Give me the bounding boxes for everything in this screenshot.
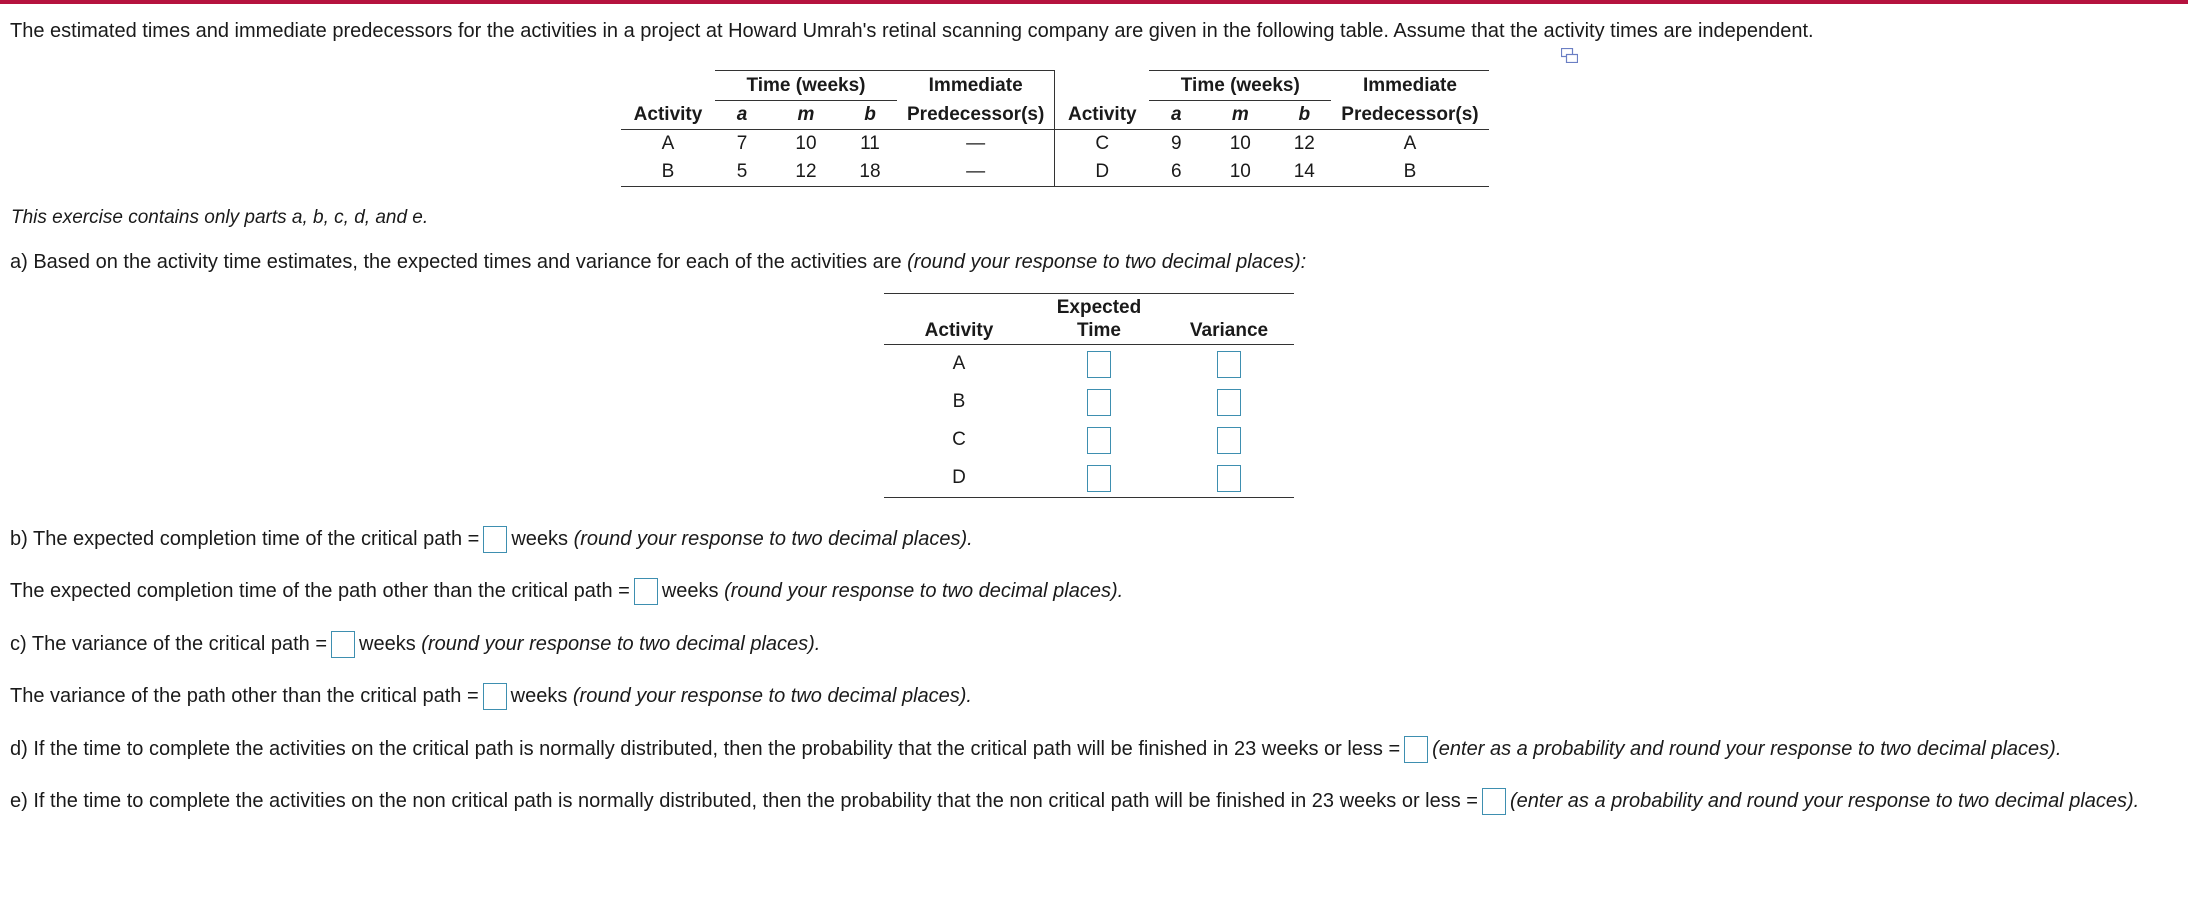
table-row [621,158,1489,187]
part-a-prompt [10,251,1306,274]
expected-time-header: Expected Time [1034,294,1164,345]
activity-cell: D [1055,158,1150,187]
m-header-right: m [1203,101,1277,130]
predecessors-header-right: Predecessor(s) [1331,101,1488,130]
b-cell: 12 [1293,133,1315,154]
table-row [884,345,1294,384]
answer-activity-cell: D [952,467,966,488]
variance-input-c[interactable] [1217,427,1241,454]
exercise-note: This exercise contains only parts a, b, c, d, and e. [11,207,429,228]
b-header-right: b [1277,101,1331,130]
critical-path-variance-input[interactable] [331,631,355,658]
immediate-header-right: Immediate [1331,71,1488,101]
answer-activity-header: Activity [884,294,1034,345]
answer-table [884,293,1294,498]
table-row [884,421,1294,459]
immediate-header-left: Immediate [897,71,1055,101]
m-header-left: m [769,101,843,130]
b-cell: 11 [860,133,880,154]
part-b2-line: The expected completion time of the path other than the critical path = weeks (round your response to two decimal places). [10,578,1123,605]
a-cell: 7 [736,133,748,154]
critical-path-probability-input[interactable] [1404,736,1428,763]
variance-input-d[interactable] [1217,465,1241,492]
activity-header-right: Activity [1055,101,1150,130]
a-header-left: a [715,101,769,130]
expected-time-input-b[interactable] [1087,389,1111,416]
expected-time-input-c[interactable] [1087,427,1111,454]
activity-header-left: Activity [621,101,715,130]
answer-activity-cell: C [952,429,966,450]
part-a-text: a) Based on the activity time estimates, the expected times and variance for each of the activities are [10,251,908,273]
top-accent-bar [0,0,2188,4]
time-weeks-header-left: Time (weeks) [715,71,897,101]
expected-time-input-a[interactable] [1087,351,1111,378]
predecessor-cell: A [1403,133,1417,154]
noncritical-path-time-input[interactable] [634,578,658,605]
variance-header: Variance [1164,294,1294,345]
time-weeks-header-right: Time (weeks) [1149,71,1331,101]
part-c2-line: The variance of the path other than the critical path = weeks (round your response to two decimal places). [10,683,972,710]
table-row [884,383,1294,421]
predecessor-cell: — [897,158,1055,187]
activity-cell: A [661,133,675,154]
b-cell: 18 [843,158,897,187]
answer-activity-cell: B [952,391,966,412]
predecessor-cell: — [897,130,1055,159]
m-cell: 10 [795,133,817,154]
activity-cell: B [621,158,715,187]
predecessor-cell: B [1331,158,1488,187]
part-e-line: e) If the time to complete the activities on the non critical path is normally distributed, then the probability that the non critical path will be finished in 23 weeks or less = (enter as a probability and round your response to two decimal places). [10,788,2139,815]
expected-time-input-d[interactable] [1087,465,1111,492]
m-cell: 12 [769,158,843,187]
part-c1-line: c) The variance of the critical path = weeks (round your response to two decimal places). [10,631,820,658]
table-row [621,130,1489,159]
m-cell: 10 [1229,133,1251,154]
problem-intro: The estimated times and immediate predecessors for the activities in a project at Howard Umrah's retinal scanning company are given in the following table. Assume that the activity times are independent. [10,20,1814,42]
b-cell: 14 [1277,158,1331,187]
b-header-left: b [843,101,897,130]
a-cell: 9 [1171,133,1182,154]
table-row [884,459,1294,498]
predecessors-header-left: Predecessor(s) [897,101,1055,130]
a-cell: 5 [715,158,769,187]
variance-input-b[interactable] [1217,389,1241,416]
part-b1-line: b) The expected completion time of the critical path = weeks (round your response to two decimal places). [10,526,973,553]
a-header-right: a [1149,101,1203,130]
noncritical-path-probability-input[interactable] [1482,788,1506,815]
answer-activity-cell: A [952,353,966,374]
critical-path-time-input[interactable] [483,526,507,553]
a-cell: 6 [1149,158,1203,187]
part-a-hint: (round your response to two decimal places): [907,251,1307,273]
noncritical-path-variance-input[interactable] [483,683,507,710]
variance-input-a[interactable] [1217,351,1241,378]
part-d-line: d) If the time to complete the activities on the critical path is normally distributed, then the probability that the critical path will be finished in 23 weeks or less = (enter as a probability and round your response to two decimal places). [10,736,2061,763]
activity-cell: C [1095,133,1110,154]
activity-time-table [621,70,1489,187]
copy-table-icon[interactable] [1561,48,1578,63]
m-cell: 10 [1203,158,1277,187]
